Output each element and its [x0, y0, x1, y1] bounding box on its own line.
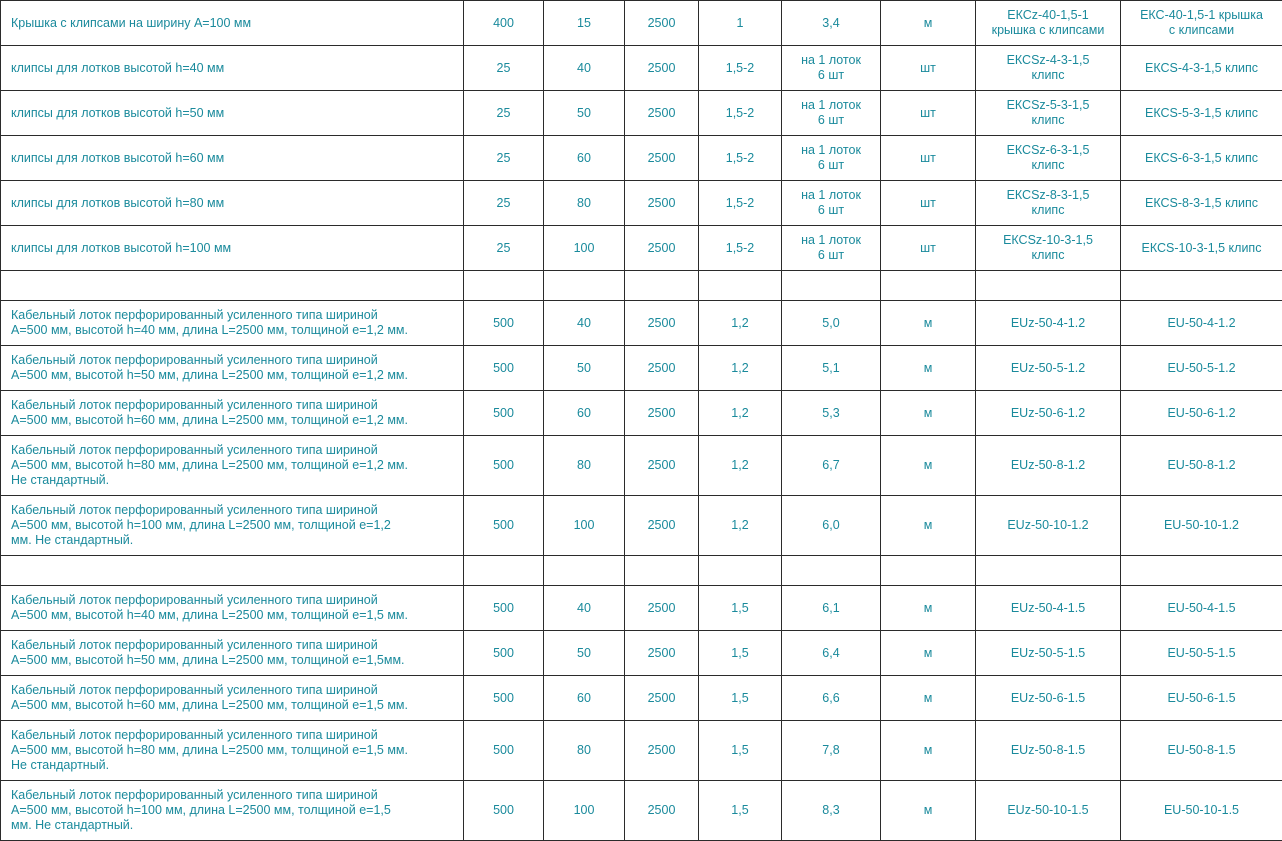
- cell-name: Кабельный лоток перфорированный усиленного типа шириной А=500 мм, высотой h=80 мм, длина L=2500 мм, толщиной е=1,5 мм. Не стандартный.: [1, 721, 464, 781]
- cell-code: ЕКСS-6-3-1,5 клипс: [1121, 136, 1282, 181]
- cell-unit: шт: [881, 181, 976, 226]
- cell-unit: м: [881, 301, 976, 346]
- cell-unit: м: [881, 676, 976, 721]
- table-row: [1, 181, 1282, 226]
- cell-width-a: 500: [464, 781, 544, 841]
- cell-length-l: [625, 556, 699, 586]
- cell-thickness: 1,5-2: [699, 91, 782, 136]
- cell-width-a: 500: [464, 586, 544, 631]
- cell-name: клипсы для лотков высотой h=50 мм: [1, 91, 464, 136]
- cell-weight: 3,4: [782, 1, 881, 46]
- cell-width-a: 25: [464, 181, 544, 226]
- cell-unit: [881, 271, 976, 301]
- cell-height-h: 100: [544, 226, 625, 271]
- cell-unit: шт: [881, 91, 976, 136]
- cell-width-a: [464, 271, 544, 301]
- cell-code: ЕКСS-5-3-1,5 клипс: [1121, 91, 1282, 136]
- table-row: [1, 301, 1282, 346]
- cell-code-zinc: ЕUz-50-8-1.2: [976, 436, 1121, 496]
- cell-length-l: 2500: [625, 781, 699, 841]
- cell-code: ЕU-50-4-1.2: [1121, 301, 1282, 346]
- cell-height-h: [544, 556, 625, 586]
- cell-width-a: 500: [464, 436, 544, 496]
- cell-length-l: 2500: [625, 1, 699, 46]
- cell-name: Кабельный лоток перфорированный усиленного типа шириной А=500 мм, высотой h=40 мм, длина L=2500 мм, толщиной е=1,5 мм.: [1, 586, 464, 631]
- cell-code-zinc: ЕUz-50-4-1.2: [976, 301, 1121, 346]
- table-row: [1, 721, 1282, 781]
- cell-weight: [782, 556, 881, 586]
- cell-length-l: 2500: [625, 346, 699, 391]
- cell-code-zinc: [976, 556, 1121, 586]
- cell-height-h: 100: [544, 781, 625, 841]
- cell-name: Кабельный лоток перфорированный усиленного типа шириной А=500 мм, высотой h=60 мм, длина L=2500 мм, толщиной е=1,2 мм.: [1, 391, 464, 436]
- cell-height-h: 15: [544, 1, 625, 46]
- cell-code: ЕКСS-4-3-1,5 клипс: [1121, 46, 1282, 91]
- cell-thickness: 1,2: [699, 391, 782, 436]
- cell-unit: шт: [881, 226, 976, 271]
- cell-weight: на 1 лоток 6 шт: [782, 46, 881, 91]
- cell-height-h: 60: [544, 676, 625, 721]
- cell-code: [1121, 556, 1282, 586]
- cell-name: Кабельный лоток перфорированный усиленного типа шириной А=500 мм, высотой h=50 мм, длина L=2500 мм, толщиной е=1,5мм.: [1, 631, 464, 676]
- cell-unit: м: [881, 721, 976, 781]
- cell-thickness: 1,5: [699, 781, 782, 841]
- table-row: [1, 226, 1282, 271]
- cell-code: ЕU-50-6-1.2: [1121, 391, 1282, 436]
- cell-weight: на 1 лоток 6 шт: [782, 181, 881, 226]
- cell-width-a: 500: [464, 676, 544, 721]
- cell-width-a: 25: [464, 226, 544, 271]
- cell-width-a: 25: [464, 91, 544, 136]
- cell-thickness: 1: [699, 1, 782, 46]
- cell-width-a: 25: [464, 46, 544, 91]
- cell-code-zinc: [976, 271, 1121, 301]
- cell-code: ЕU-50-6-1.5: [1121, 676, 1282, 721]
- cell-code: [1121, 271, 1282, 301]
- cell-unit: м: [881, 631, 976, 676]
- table-row: [1, 781, 1282, 841]
- cell-name: клипсы для лотков высотой h=100 мм: [1, 226, 464, 271]
- cell-weight: на 1 лоток 6 шт: [782, 136, 881, 181]
- cell-code: ЕU-50-4-1.5: [1121, 586, 1282, 631]
- cell-unit: [881, 556, 976, 586]
- cell-weight: на 1 лоток 6 шт: [782, 91, 881, 136]
- table-row: [1, 391, 1282, 436]
- table-row: [1, 1, 1282, 46]
- cell-code: ЕU-50-8-1.5: [1121, 721, 1282, 781]
- cell-name: клипсы для лотков высотой h=80 мм: [1, 181, 464, 226]
- cell-thickness: 1,5: [699, 586, 782, 631]
- cell-weight: на 1 лоток 6 шт: [782, 226, 881, 271]
- cell-weight: 6,6: [782, 676, 881, 721]
- cell-thickness: 1,2: [699, 346, 782, 391]
- cell-unit: м: [881, 1, 976, 46]
- cell-length-l: 2500: [625, 496, 699, 556]
- cell-thickness: 1,2: [699, 496, 782, 556]
- cell-code-zinc: ЕUz-50-6-1.2: [976, 391, 1121, 436]
- table-row-spacer: [1, 556, 1282, 586]
- cell-thickness: 1,5-2: [699, 226, 782, 271]
- cell-height-h: 80: [544, 721, 625, 781]
- cell-code-zinc: ЕКСSz-8-3-1,5 клипс: [976, 181, 1121, 226]
- table-body: [1, 1, 1282, 841]
- cell-height-h: 40: [544, 586, 625, 631]
- cell-width-a: 500: [464, 346, 544, 391]
- cell-length-l: 2500: [625, 391, 699, 436]
- cell-unit: м: [881, 346, 976, 391]
- cell-code-zinc: ЕUz-50-10-1.5: [976, 781, 1121, 841]
- cell-unit: м: [881, 781, 976, 841]
- cell-code-zinc: ЕUz-50-5-1.2: [976, 346, 1121, 391]
- cell-code-zinc: ЕКСSz-5-3-1,5 клипс: [976, 91, 1121, 136]
- cell-code: ЕU-50-10-1.2: [1121, 496, 1282, 556]
- cell-unit: шт: [881, 136, 976, 181]
- cell-thickness: [699, 556, 782, 586]
- cell-length-l: 2500: [625, 46, 699, 91]
- cell-length-l: [625, 271, 699, 301]
- cell-weight: 6,4: [782, 631, 881, 676]
- cell-code: ЕКС-40-1,5-1 крышка с клипсами: [1121, 1, 1282, 46]
- cell-unit: шт: [881, 46, 976, 91]
- cell-thickness: 1,5: [699, 721, 782, 781]
- cell-code-zinc: ЕКСz-40-1,5-1 крышка с клипсами: [976, 1, 1121, 46]
- table-row: [1, 586, 1282, 631]
- cell-weight: 5,3: [782, 391, 881, 436]
- cell-weight: 6,1: [782, 586, 881, 631]
- cell-length-l: 2500: [625, 436, 699, 496]
- cell-unit: м: [881, 496, 976, 556]
- cell-weight: 6,7: [782, 436, 881, 496]
- cell-length-l: 2500: [625, 91, 699, 136]
- cell-code: ЕКСS-8-3-1,5 клипс: [1121, 181, 1282, 226]
- table-row-spacer: [1, 271, 1282, 301]
- cell-width-a: 500: [464, 631, 544, 676]
- cell-height-h: 50: [544, 346, 625, 391]
- cell-length-l: 2500: [625, 631, 699, 676]
- cell-code: ЕU-50-10-1.5: [1121, 781, 1282, 841]
- cell-name: Кабельный лоток перфорированный усиленного типа шириной А=500 мм, высотой h=60 мм, длина L=2500 мм, толщиной е=1,5 мм.: [1, 676, 464, 721]
- cell-code: ЕU-50-8-1.2: [1121, 436, 1282, 496]
- cell-thickness: 1,5: [699, 676, 782, 721]
- cell-name: Кабельный лоток перфорированный усиленного типа шириной А=500 мм, высотой h=50 мм, длина L=2500 мм, толщиной е=1,2 мм.: [1, 346, 464, 391]
- cell-name: Кабельный лоток перфорированный усиленного типа шириной А=500 мм, высотой h=100 мм, длина L=2500 мм, толщиной е=1,5 мм. Не стандартный.: [1, 781, 464, 841]
- cell-width-a: 25: [464, 136, 544, 181]
- cell-height-h: 40: [544, 301, 625, 346]
- cell-height-h: 40: [544, 46, 625, 91]
- cell-name: Крышка с клипсами на ширину А=100 мм: [1, 1, 464, 46]
- table-row: [1, 496, 1282, 556]
- cell-length-l: 2500: [625, 226, 699, 271]
- cell-height-h: 60: [544, 391, 625, 436]
- cell-thickness: [699, 271, 782, 301]
- cell-name: [1, 556, 464, 586]
- cell-height-h: 80: [544, 436, 625, 496]
- cell-weight: 8,3: [782, 781, 881, 841]
- cell-thickness: 1,5: [699, 631, 782, 676]
- cell-width-a: 500: [464, 496, 544, 556]
- cell-unit: м: [881, 436, 976, 496]
- cell-name: клипсы для лотков высотой h=60 мм: [1, 136, 464, 181]
- cell-length-l: 2500: [625, 721, 699, 781]
- cell-thickness: 1,2: [699, 436, 782, 496]
- cell-width-a: 500: [464, 391, 544, 436]
- table-row: [1, 436, 1282, 496]
- cell-thickness: 1,5-2: [699, 46, 782, 91]
- table-row: [1, 676, 1282, 721]
- cell-height-h: 100: [544, 496, 625, 556]
- cell-weight: [782, 271, 881, 301]
- cell-code-zinc: ЕКСSz-10-3-1,5 клипс: [976, 226, 1121, 271]
- cell-length-l: 2500: [625, 181, 699, 226]
- cell-width-a: 500: [464, 721, 544, 781]
- cell-unit: м: [881, 586, 976, 631]
- cell-width-a: [464, 556, 544, 586]
- cell-width-a: 500: [464, 301, 544, 346]
- cell-name: Кабельный лоток перфорированный усиленного типа шириной А=500 мм, высотой h=100 мм, длина L=2500 мм, толщиной е=1,2 мм. Не стандартный.: [1, 496, 464, 556]
- cell-height-h: 50: [544, 91, 625, 136]
- cell-length-l: 2500: [625, 136, 699, 181]
- cell-weight: 7,8: [782, 721, 881, 781]
- cell-thickness: 1,2: [699, 301, 782, 346]
- cell-length-l: 2500: [625, 301, 699, 346]
- table-row: [1, 91, 1282, 136]
- cell-code-zinc: ЕUz-50-8-1.5: [976, 721, 1121, 781]
- cell-name: Кабельный лоток перфорированный усиленного типа шириной А=500 мм, высотой h=40 мм, длина L=2500 мм, толщиной е=1,2 мм.: [1, 301, 464, 346]
- cell-code-zinc: ЕUz-50-10-1.2: [976, 496, 1121, 556]
- cell-height-h: [544, 271, 625, 301]
- cell-code-zinc: ЕUz-50-5-1.5: [976, 631, 1121, 676]
- cell-code: ЕU-50-5-1.2: [1121, 346, 1282, 391]
- cell-length-l: 2500: [625, 586, 699, 631]
- cell-code-zinc: ЕКСSz-6-3-1,5 клипс: [976, 136, 1121, 181]
- cell-height-h: 60: [544, 136, 625, 181]
- cell-name: клипсы для лотков высотой h=40 мм: [1, 46, 464, 91]
- table-row: [1, 631, 1282, 676]
- cell-thickness: 1,5-2: [699, 136, 782, 181]
- cell-weight: 5,1: [782, 346, 881, 391]
- cell-unit: м: [881, 391, 976, 436]
- cell-width-a: 400: [464, 1, 544, 46]
- cell-weight: 5,0: [782, 301, 881, 346]
- cell-code-zinc: ЕКСSz-4-3-1,5 клипс: [976, 46, 1121, 91]
- cell-height-h: 50: [544, 631, 625, 676]
- cell-weight: 6,0: [782, 496, 881, 556]
- cell-height-h: 80: [544, 181, 625, 226]
- cell-name: Кабельный лоток перфорированный усиленного типа шириной А=500 мм, высотой h=80 мм, длина L=2500 мм, толщиной е=1,2 мм. Не стандартный.: [1, 436, 464, 496]
- cell-code: ЕU-50-5-1.5: [1121, 631, 1282, 676]
- cell-thickness: 1,5-2: [699, 181, 782, 226]
- table-row: [1, 46, 1282, 91]
- table-row: [1, 136, 1282, 181]
- cell-name: [1, 271, 464, 301]
- table-row: [1, 346, 1282, 391]
- cell-length-l: 2500: [625, 676, 699, 721]
- cell-code-zinc: ЕUz-50-4-1.5: [976, 586, 1121, 631]
- cell-code: ЕКСS-10-3-1,5 клипс: [1121, 226, 1282, 271]
- cell-code-zinc: ЕUz-50-6-1.5: [976, 676, 1121, 721]
